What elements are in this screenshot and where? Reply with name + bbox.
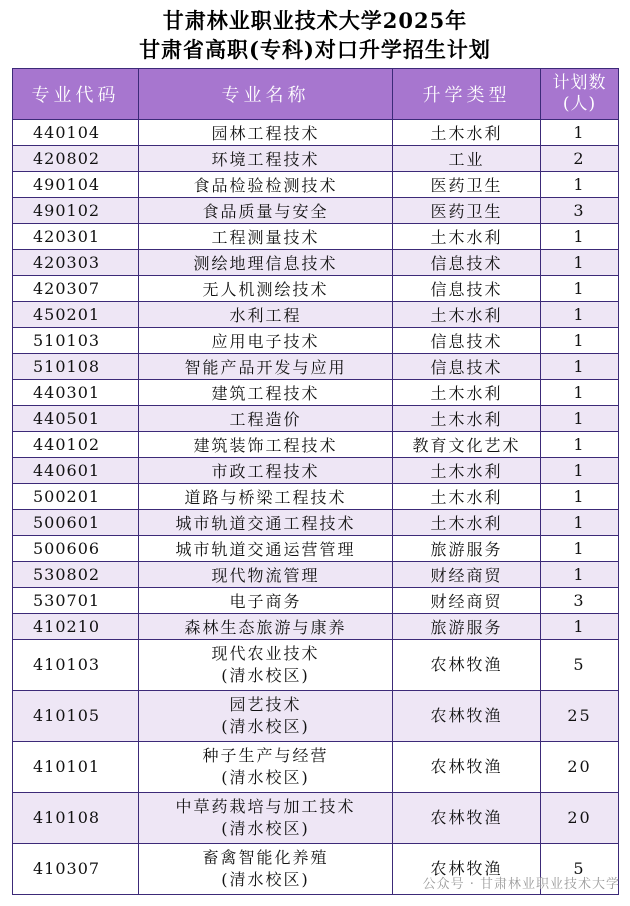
table-row: [13, 614, 619, 640]
admission-type-cell: 农林牧渔: [393, 793, 541, 844]
major-code-cell: 410307: [13, 844, 139, 895]
plan-count-cell: 3: [541, 198, 619, 224]
plan-count-cell: 2: [541, 146, 619, 172]
admission-type-cell: 信息技术: [393, 328, 541, 354]
admission-type-cell: 土木水利: [393, 484, 541, 510]
table-row: [13, 276, 619, 302]
admission-type-cell: 农林牧渔: [393, 844, 541, 895]
admission-type-cell: 农林牧渔: [393, 691, 541, 742]
admission-type-cell: 土木水利: [393, 406, 541, 432]
admission-type-cell: 信息技术: [393, 250, 541, 276]
major-code-cell: 500601: [13, 510, 139, 536]
major-code-cell: 420303: [13, 250, 139, 276]
major-name-cell: 园林工程技术: [139, 120, 393, 146]
major-code-cell: 490104: [13, 172, 139, 198]
plan-count-cell: 1: [541, 328, 619, 354]
table-row: [13, 510, 619, 536]
table-row: [13, 588, 619, 614]
major-name-cell: 工程测量技术: [139, 224, 393, 250]
header-plan-count: [541, 69, 619, 120]
campus-note: (清水校区): [221, 819, 310, 838]
plan-count-cell: 1: [541, 250, 619, 276]
major-code-cell: 440301: [13, 380, 139, 406]
major-name-cell: [139, 793, 393, 844]
major-code-cell: 490102: [13, 198, 139, 224]
major-name-cell: 食品检验检测技术: [139, 172, 393, 198]
plan-count-cell: 5: [541, 844, 619, 895]
major-code-cell: 500201: [13, 484, 139, 510]
major-name-cell: 电子商务: [139, 588, 393, 614]
major-name-cell: 智能产品开发与应用: [139, 354, 393, 380]
major-name-cell: 现代物流管理: [139, 562, 393, 588]
plan-count-cell: 3: [541, 588, 619, 614]
table-row: [13, 120, 619, 146]
major-code-cell: 440501: [13, 406, 139, 432]
major-code-cell: 500606: [13, 536, 139, 562]
major-name-cell: 无人机测绘技术: [139, 276, 393, 302]
plan-count-cell: 20: [541, 742, 619, 793]
campus-note: (清水校区): [221, 717, 310, 736]
admission-type-cell: 旅游服务: [393, 614, 541, 640]
major-name-cell: 市政工程技术: [139, 458, 393, 484]
table-row: [13, 432, 619, 458]
major-name-cell: 水利工程: [139, 302, 393, 328]
table-row: [13, 146, 619, 172]
title-line-2: 甘肃省高职(专科)对口升学招生计划: [139, 37, 491, 62]
major-name-cell: 道路与桥梁工程技术: [139, 484, 393, 510]
admission-type-cell: 教育文化艺术: [393, 432, 541, 458]
admission-type-cell: 土木水利: [393, 302, 541, 328]
table-row: [13, 198, 619, 224]
plan-count-cell: 1: [541, 406, 619, 432]
header-major-code: 专业代码: [13, 69, 139, 120]
table-row: [13, 250, 619, 276]
major-code-cell: 440601: [13, 458, 139, 484]
campus-note: (清水校区): [221, 666, 310, 685]
major-code-cell: 510103: [13, 328, 139, 354]
major-name-cell: [139, 742, 393, 793]
major-name-cell: 建筑工程技术: [139, 380, 393, 406]
header-plan-line-1: 计划数: [552, 73, 607, 93]
table-row: [13, 224, 619, 250]
table-row: [13, 484, 619, 510]
major-code-cell: 510108: [13, 354, 139, 380]
major-code-cell: 420802: [13, 146, 139, 172]
table-row: [13, 172, 619, 198]
admission-type-cell: 信息技术: [393, 276, 541, 302]
admission-type-cell: 土木水利: [393, 380, 541, 406]
plan-count-cell: 1: [541, 510, 619, 536]
table-header-row: [13, 69, 619, 120]
plan-count-cell: 1: [541, 354, 619, 380]
table-row: [13, 562, 619, 588]
major-code-cell: 420307: [13, 276, 139, 302]
major-name-cell: 食品质量与安全: [139, 198, 393, 224]
major-name-line: 畜禽智能化养殖: [202, 848, 329, 867]
admission-type-cell: 财经商贸: [393, 562, 541, 588]
major-name-cell: [139, 844, 393, 895]
major-name-cell: 测绘地理信息技术: [139, 250, 393, 276]
table-row: [13, 793, 619, 844]
admission-type-cell: 旅游服务: [393, 536, 541, 562]
major-code-cell: 440102: [13, 432, 139, 458]
plan-count-cell: 25: [541, 691, 619, 742]
plan-count-cell: 1: [541, 276, 619, 302]
table-row: [13, 328, 619, 354]
plan-count-cell: 1: [541, 302, 619, 328]
header-major-name: 专业名称: [139, 69, 393, 120]
header-admission-type: 升学类型: [393, 69, 541, 120]
plan-count-cell: 5: [541, 640, 619, 691]
plan-count-cell: 1: [541, 172, 619, 198]
major-name-cell: 建筑装饰工程技术: [139, 432, 393, 458]
major-name-cell: 环境工程技术: [139, 146, 393, 172]
watermark-text: 公众号 · 甘肃林业职业技术大学: [422, 877, 620, 892]
major-name-cell: 森林生态旅游与康养: [139, 614, 393, 640]
campus-note: (清水校区): [221, 870, 310, 889]
major-name-line: 园艺技术: [229, 695, 302, 714]
plan-count-cell: 1: [541, 536, 619, 562]
major-name-cell: [139, 640, 393, 691]
plan-count-cell: 1: [541, 458, 619, 484]
title-line-1: 甘肃林业职业技术大学2025年: [162, 8, 468, 33]
major-name-cell: [139, 691, 393, 742]
major-code-cell: 420301: [13, 224, 139, 250]
major-name-cell: 工程造价: [139, 406, 393, 432]
admission-type-cell: 农林牧渔: [393, 742, 541, 793]
major-code-cell: 410105: [13, 691, 139, 742]
table-body: [13, 120, 619, 895]
table-row: [13, 354, 619, 380]
major-code-cell: 410108: [13, 793, 139, 844]
major-code-cell: 530701: [13, 588, 139, 614]
major-code-cell: 410103: [13, 640, 139, 691]
plan-count-cell: 1: [541, 562, 619, 588]
admission-type-cell: 农林牧渔: [393, 640, 541, 691]
major-name-cell: 城市轨道交通工程技术: [139, 510, 393, 536]
table-row: [13, 302, 619, 328]
table-row: [13, 458, 619, 484]
table-row: [13, 640, 619, 691]
major-name-cell: 城市轨道交通运营管理: [139, 536, 393, 562]
admission-type-cell: 医药卫生: [393, 198, 541, 224]
major-name-line: 中草药栽培与加工技术: [175, 797, 356, 816]
major-name-cell: 应用电子技术: [139, 328, 393, 354]
admission-type-cell: 土木水利: [393, 120, 541, 146]
plan-count-cell: 20: [541, 793, 619, 844]
major-code-cell: 530802: [13, 562, 139, 588]
major-name-line: 现代农业技术: [211, 644, 320, 663]
table-row: [13, 536, 619, 562]
document-title: [0, 6, 630, 64]
plan-count-cell: 1: [541, 432, 619, 458]
admission-type-cell: 土木水利: [393, 510, 541, 536]
header-plan-line-2: (人): [562, 94, 597, 114]
major-name-line: 种子生产与经营: [202, 746, 329, 765]
major-code-cell: 410101: [13, 742, 139, 793]
plan-count-cell: 1: [541, 614, 619, 640]
table-row: [13, 406, 619, 432]
admission-type-cell: 医药卫生: [393, 172, 541, 198]
admission-type-cell: 土木水利: [393, 458, 541, 484]
plan-count-cell: 1: [541, 380, 619, 406]
admission-type-cell: 信息技术: [393, 354, 541, 380]
plan-count-cell: 1: [541, 224, 619, 250]
campus-note: (清水校区): [221, 768, 310, 787]
plan-count-cell: 1: [541, 120, 619, 146]
major-code-cell: 450201: [13, 302, 139, 328]
major-code-cell: 410210: [13, 614, 139, 640]
table-row: [13, 380, 619, 406]
table-row: [13, 742, 619, 793]
admission-type-cell: 土木水利: [393, 224, 541, 250]
admission-type-cell: 财经商贸: [393, 588, 541, 614]
major-code-cell: 440104: [13, 120, 139, 146]
enrollment-plan-table: [12, 68, 619, 895]
plan-count-cell: 1: [541, 484, 619, 510]
table-row: [13, 691, 619, 742]
admission-type-cell: 工业: [393, 146, 541, 172]
